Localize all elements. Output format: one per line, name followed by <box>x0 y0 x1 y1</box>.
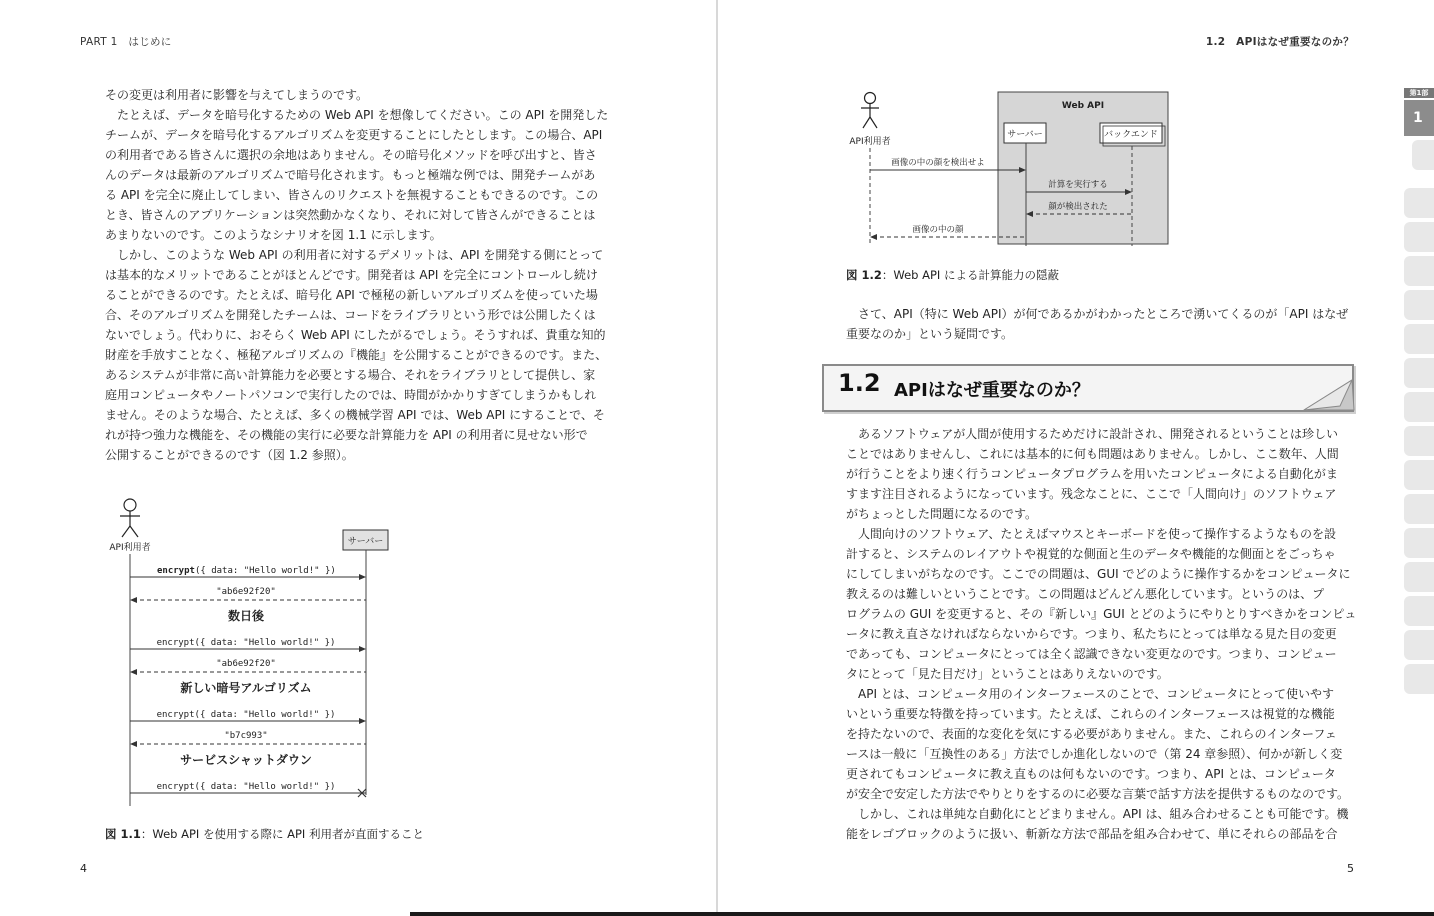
text-line: その変更は利用者に影響を与えてしまうのです。 <box>105 88 369 102</box>
arrowhead <box>870 234 877 240</box>
arrowhead <box>130 741 137 747</box>
text-line: しかし、このような Web API の利用者に対するデメリットは、API を開発する側にとって <box>105 248 604 262</box>
thumb-tab <box>1404 392 1434 422</box>
page-curl-decoration <box>1300 376 1358 412</box>
message-reply: "b7c993" <box>224 731 268 741</box>
thumb-tab <box>1404 222 1434 252</box>
caption-text: ：Web API による計算能力の隠蔽 <box>881 268 1059 282</box>
separator-label: 数日後 <box>227 609 265 623</box>
figure-1-2-caption <box>846 267 1059 283</box>
page-bottom-edge <box>410 912 1434 916</box>
arrowhead <box>130 597 137 603</box>
page-number: 5 <box>1347 862 1354 875</box>
message-call: encrypt({ data: "Hello world!" }) <box>156 710 336 720</box>
message-label: 画像の中の顔を検出せよ <box>891 158 985 168</box>
text-line: る API を完全に廃止してしまい、皆さんのリクエストを無視することもできるのです。この <box>105 188 599 202</box>
text-line: 財産を手放すことなく、極秘アルゴリズムの『機能』を公開することができるのです。また、 <box>105 348 608 362</box>
text-line: ないでしょう。代わりに、おそらく Web API にしたがるでしょう。そうすれば、貴重な知的 <box>105 328 606 342</box>
left-page <box>0 0 716 916</box>
text-line: あるソフトウェアが人間が使用するためだけに設計され、開発されるということは珍しい <box>846 427 1339 441</box>
message-method: encrypt <box>157 566 195 576</box>
text-line: 庭用コンピュータやノートパソコンで実行したのでは、時間がかかりすぎてしまうかもしれ <box>105 388 597 402</box>
text-line: 能をレゴブロックのように扱い、斬新な方法で部品を組み合わせて、単にそれらの部品を合 <box>846 827 1338 841</box>
thumb-chapter-number: 1 <box>1404 100 1434 136</box>
thumb-tab <box>1404 460 1434 490</box>
text-line: API とは、コンピュータ用のインターフェースのことで、コンピュータにとって使いやす <box>846 687 1335 701</box>
text-line: いという重要な特徴を持っています。たとえば、これらのインターフェースは視覚的な機能 <box>846 707 1335 721</box>
separator-label: サービスシャットダウン <box>180 753 312 767</box>
separator-label: 新しい暗号アルゴリズム <box>180 681 312 695</box>
text-line: ログラムの GUI を変更すると、その『新しい』GUI とどのようにやりとりすべきかをコンピュ <box>846 607 1357 621</box>
running-head: PART 1 はじめに <box>80 36 172 48</box>
arrowhead <box>359 646 366 652</box>
body-text <box>105 85 608 465</box>
message-call <box>157 566 336 576</box>
text-line: にしてしまいがちなのです。ここでの問題は、GUI でどのように操作するかをコンピュータに <box>846 567 1351 581</box>
text-line: タにとって「見た目だけ」ということはありえないのです。 <box>846 667 1169 681</box>
figure-1-2-sequence-diagram <box>838 86 1178 256</box>
thumb-tab <box>1412 140 1434 170</box>
text-line: 教えるのは難しいということです。この問題はどんどん悪化しています。というのは、プ <box>846 587 1325 601</box>
text-line: 計すると、システムのレイアウトや視覚的な側面と生のデータや機能的な側面とをごっちゃ <box>846 547 1336 561</box>
message-call: encrypt({ data: "Hello world!" }) <box>156 782 336 792</box>
thumb-tab <box>1404 664 1434 694</box>
message-call: encrypt({ data: "Hello world!" }) <box>156 638 336 648</box>
right-page <box>718 0 1434 916</box>
backend-label: バックエンド <box>1104 130 1158 140</box>
running-head: 1.2 APIはなぜ重要なのか？ <box>1205 36 1354 48</box>
actor-label: API利用者 <box>109 543 151 553</box>
text-line: 公開することができるのです（図 1.2 参照）。 <box>105 448 354 462</box>
message-label: 計算を実行する <box>1048 180 1108 190</box>
thumb-tab <box>1404 188 1434 218</box>
text-line: であっても、コンピュータにとっては全く認識できない変更なのです。つまり、コンピュー <box>846 647 1337 661</box>
caption-label: 図 1.2 <box>846 268 882 282</box>
arrowhead <box>359 574 366 580</box>
caption-text: ：Web API を使用する際に API 利用者が直面すること <box>140 827 424 841</box>
message-reply: "ab6e92f20" <box>216 659 276 669</box>
actor-stick-figure-icon <box>120 499 140 537</box>
thumb-tab <box>1404 256 1434 286</box>
intro-text <box>846 304 1348 344</box>
text-line: あるシステムが非常に高い計算能力を必要とする場合、それをライブラリとして提供し、家 <box>105 368 596 382</box>
thumb-tab <box>1404 528 1434 558</box>
thumb-tab <box>1404 290 1434 320</box>
figure-1-1-sequence-diagram <box>100 492 420 812</box>
text-line: たとえば、データを暗号化するための Web API を想像してください。この API を開発した <box>105 108 609 122</box>
body-text <box>846 424 1356 844</box>
thumb-tab <box>1404 324 1434 354</box>
message-reply: "ab6e92f20" <box>216 587 276 597</box>
section-title: APIはなぜ重要なのか？ <box>894 380 1090 401</box>
text-line: が行うことをより速く行うコンピュータプログラムを用いたコンピュータによる自動化がま <box>846 467 1338 481</box>
text-line: とき、皆さんのアプリケーションは突然動かなくなり、それに対して皆さんができることは <box>105 208 596 222</box>
text-line: がちょっとした問題になるのです。 <box>846 507 1038 521</box>
actor-label: API利用者 <box>849 137 891 147</box>
section-heading <box>822 364 1354 414</box>
text-line: さて、API（特に Web API）が何であるかがわかったところで湧いてくるのが「API はなぜ <box>846 307 1349 321</box>
text-line: の利用者である皆さんに選択の余地はありません。その暗号化メソッドを呼び出すと、皆さ <box>105 148 597 162</box>
thumb-tab <box>1404 426 1434 456</box>
server-label: サーバー <box>1007 130 1043 140</box>
text-line: れが持つ強力な機能を、その機能の実行に必要な計算能力を API の利用者に見せない形で <box>105 428 588 442</box>
text-line: あまりないのです。このようなシナリオを図 1.1 に示します。 <box>105 228 442 242</box>
thumb-tab <box>1404 630 1434 660</box>
text-line: ることができるのです。たとえば、暗号化 API で極秘の新しいアルゴリズムを使っていた場 <box>105 288 598 302</box>
message-label: 顔が検出された <box>1048 202 1108 212</box>
thumb-tab <box>1404 358 1434 388</box>
text-line: ータに教え直さなければならないからです。つまり、私たちにとっては単なる見た目の変更 <box>846 627 1337 641</box>
arrowhead <box>359 718 366 724</box>
page-number: 4 <box>80 862 87 875</box>
text-line: を持たないので、表面的な変化を気にする必要がありません。また、これらのインターフェ <box>846 727 1337 741</box>
text-line: は基本的なメリットであることがほとんどです。開発者は API を完全にコントロールし続け <box>105 268 598 282</box>
caption-label: 図 1.1 <box>105 827 141 841</box>
text-line: ースは一般に「互換性のある」方法でしか進化しないので（第 24 章参照）、何かが新しく変 <box>846 747 1343 761</box>
thumb-tab <box>1404 494 1434 524</box>
actor-stick-figure-icon <box>861 93 879 129</box>
figure-1-1-caption <box>105 826 424 842</box>
text-line: 人間向けのソフトウェア、たとえばマウスとキーボードを使って操作するようなものを設 <box>846 527 1336 541</box>
server-label: サーバー <box>347 537 384 547</box>
thumb-tab <box>1404 596 1434 626</box>
text-line: 合、そのアルゴリズムを開発したチームは、コードをライブラリという形では公開したくは <box>105 308 596 322</box>
text-line: ことではありませんし、これには基本的に何も問題はありません。しかし、ここ数年、人間 <box>846 447 1339 461</box>
text-line: すます注目されるようになっています。残念なことに、ここで「人間向け」のソフトウェア <box>846 487 1337 501</box>
section-number: 1.2 <box>838 369 881 397</box>
text-line: んのデータは最新のアルゴリズムで暗号化されます。もっと極端な例では、開発チームがあ <box>105 168 596 182</box>
arrowhead <box>130 669 137 675</box>
web-api-box <box>998 92 1168 244</box>
message-label: 画像の中の顔 <box>912 225 964 235</box>
text-line: ません。そのような場合、たとえば、多くの機械学習 API では、Web API にすることで、そ <box>105 408 605 422</box>
thumb-tab <box>1404 562 1434 592</box>
text-line: が安全で安定した方法でやりとりをするのに必要な言葉で話す方法を提供するものなのです。 <box>846 787 1350 801</box>
text-line: 重要なのか」という疑問です。 <box>846 327 1014 341</box>
text-line: しかし、これは単純な自動化にとどまりません。API は、組み合わせることも可能です。機 <box>846 807 1349 821</box>
thumb-part-label: 第1部 <box>1404 88 1434 98</box>
text-line: チームが、データを暗号化するアルゴリズムを変更することにしたとします。この場合、API <box>105 128 603 142</box>
web-api-label: Web API <box>1061 101 1105 111</box>
text-line: 更されてもコンピュータに教え直ものは何もないのです。つまり、API とは、コンピュータ <box>846 767 1336 781</box>
message-args: ({ data: "Hello world!" }) <box>194 566 336 576</box>
